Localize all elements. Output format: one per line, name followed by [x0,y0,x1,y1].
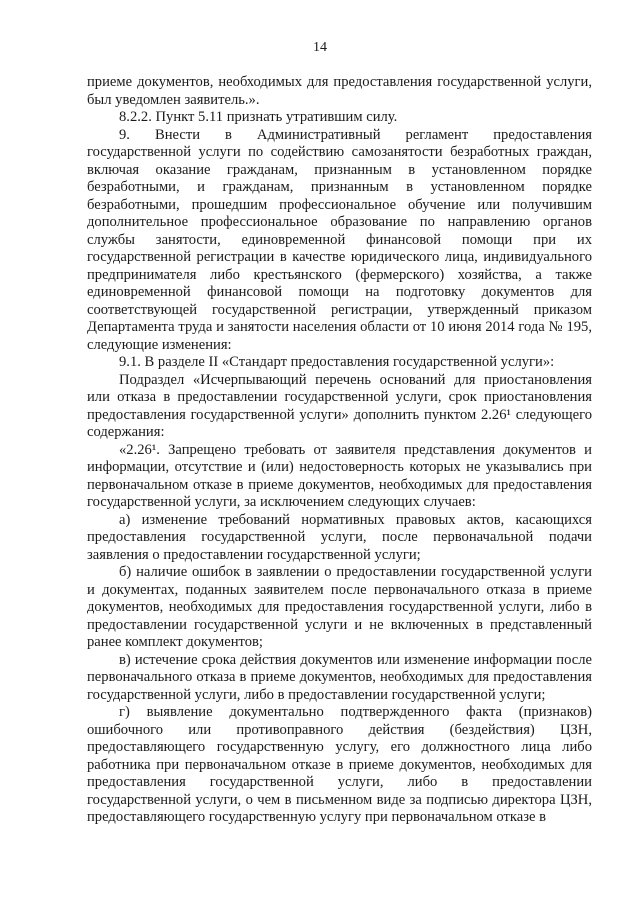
paragraph-item-g: г) выявление документально подтвержденного факта (признаков) ошибочного или противоправного действия (бездействия) ЦЗН, предоставляющего государственную услугу, его должностного лица либо работника при первоначальном отказе в приеме документов, необходимых для предоставления государственной услуги, либо в предоставлении государственной услуги, о чем в письменном виде за подписью директора ЦЗН, предоставляющего государственную услугу при первоначальном отказе в [87,704,592,825]
document-body [87,74,592,827]
paragraph-subsection: Подраздел «Исчерпывающий перечень оснований для приостановления или отказа в предоставлении государственной услуги, срок приостановления предоставления государственной услуги» дополнить пунктом 2.26¹ следующего содержания: [87,371,592,440]
paragraph-9: 9. Внести в Административный регламент предоставления государственной услуги по содействию самозанятости безработных граждан, включая оказание гражданам, признанным в установленном порядке безработными, и гражданам, признанным в установленном порядке безработными, прошедшим профессиональное обучение или получившим дополнительное профессиональное образование по направлению органов службы занятости, единовременной финансовой помощи при их государственной регистрации в качестве юридического лица, индивидуального предпринимателя либо крестьянского (фермерского) хозяйства, а также единовременной финансовой помощи на подготовку документов для соответствующей государственной регистрации, утвержденный приказом Департамента труда и занятости населения области от 10 июня 2014 года № 195, следующие изменения: [87,126,592,353]
page-number: 14 [313,40,327,55]
paragraph-item-v: в) истечение срока действия документов или изменение информации после первоначального отказа в приеме документов, необходимых для предоставления государственной услуги, либо в предоставлении государственной услуги; [87,651,592,703]
paragraph-item-b: б) наличие ошибок в заявлении о предоставлении государственной услуги и документах, поданных заявителем после первоначального отказа в приеме документов, необходимых для предоставления государственной услуги, либо в предоставлении государственной услуги и не включенных в представленный ранее комплект документов; [87,564,592,650]
paragraph-8-2-2: 8.2.2. Пункт 5.11 признать утратившим силу. [119,109,398,125]
paragraph-continuation: приеме документов, необходимых для предоставления государственной услуги, был уведомлен заявитель.». [87,74,592,108]
paragraph-9-1: 9.1. В разделе II «Стандарт предоставления государственной услуги»: [119,354,555,370]
paragraph-2-26-1: «2.26¹. Запрещено требовать от заявителя представления документов и информации, отсутствие и (или) недостоверность которых не указывались при первоначальном отказе в приеме документов, необходимых для предоставления государственной услуги, за исключением следующих случаев: [87,441,592,510]
paragraph-item-a: а) изменение требований нормативных правовых актов, касающихся предоставления государственной услуги, после первоначальной подачи заявления о предоставлении государственной услуги; [87,511,592,563]
